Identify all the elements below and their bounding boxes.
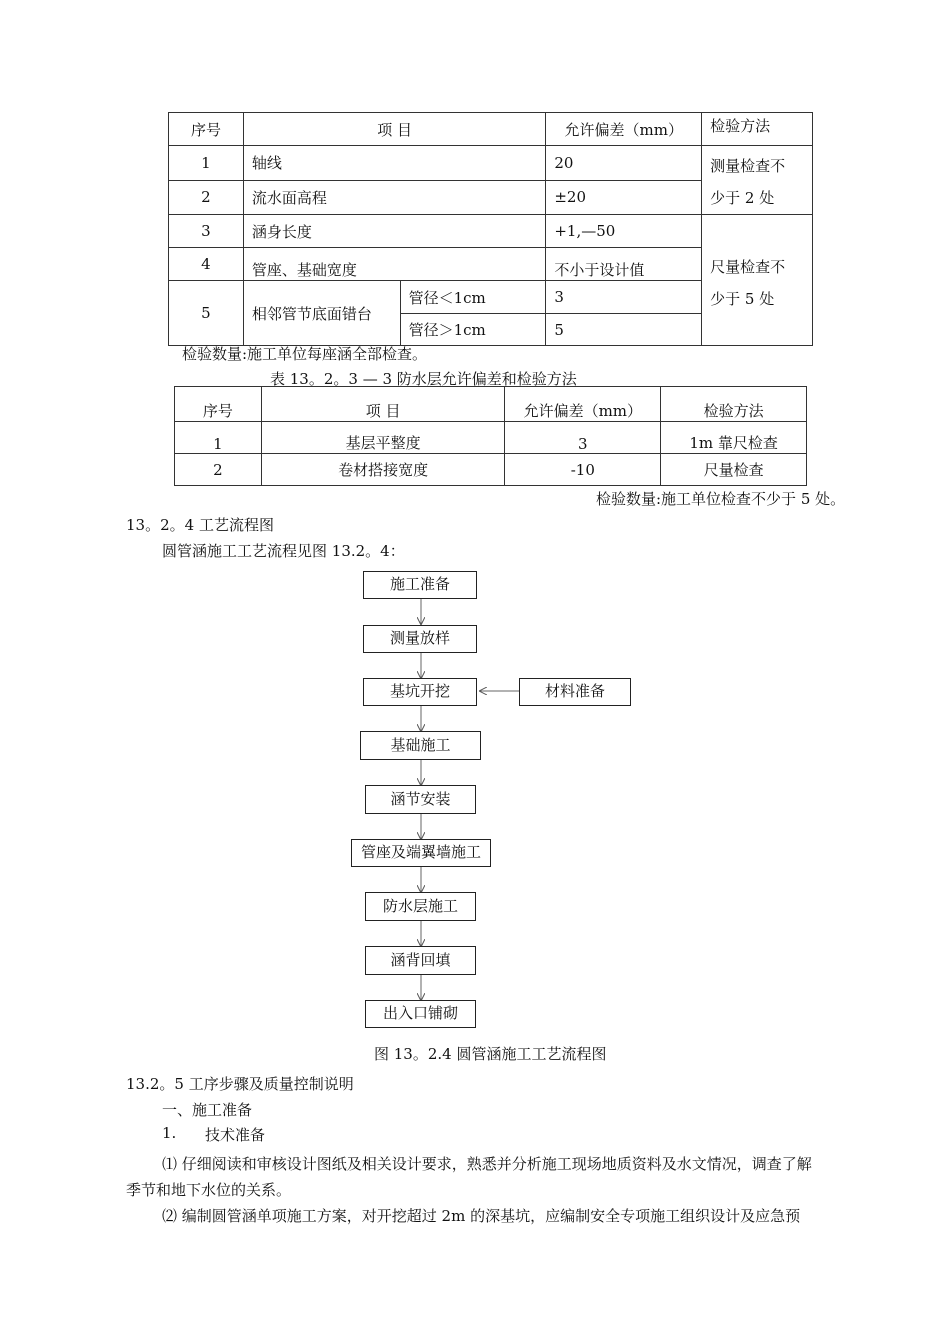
header-cell: 检验方法: [702, 113, 813, 146]
header-cell: 序号: [169, 113, 244, 146]
cell-subitem: 管径＜1cm: [400, 281, 546, 314]
cell-method: 尺量检查: [661, 454, 807, 486]
header-cell: 项 目: [261, 387, 505, 422]
header-cell: 允许偏差（mm）: [505, 387, 661, 422]
cell-no: 5: [169, 281, 244, 346]
cell-no: 3: [169, 215, 244, 248]
table2-caption: 表 13。2。3 — 3 防水层允许偏差和检验方法: [270, 370, 577, 388]
section-intro: 圆管涵施工工艺流程见图 13.2。4：: [162, 542, 405, 560]
header-cell: 序号: [175, 387, 262, 422]
flow-step-survey: 测量放样: [363, 625, 477, 653]
cell-item: 轴线: [243, 146, 545, 181]
cell-tol: -10: [505, 454, 661, 486]
header-cell: 项 目: [243, 113, 545, 146]
subsection-heading: 一、施工准备: [162, 1101, 253, 1119]
flow-step-prep: 施工准备: [363, 571, 477, 599]
cell-method: 1m 靠尺检查: [661, 422, 807, 454]
cell-item: 涵身长度: [243, 215, 545, 248]
cell-item: 管座、基础宽度: [243, 248, 545, 281]
cell-subitem: 管径＞1cm: [400, 314, 546, 346]
cell-item: 流水面高程: [243, 180, 545, 215]
flow-step-paving: 出入口铺砌: [365, 1000, 476, 1028]
cell-no: 2: [169, 180, 244, 215]
method-text: 尺量检查不: [710, 258, 786, 276]
method-text: 少于 5 处: [710, 290, 775, 308]
section-heading: 13。2。4 工艺流程图: [126, 516, 274, 534]
table1-note: 检验数量:施工单位每座涵全部检查。: [182, 345, 428, 363]
method-text: 测量检查不: [710, 157, 786, 175]
cell-tol: 3: [505, 422, 661, 454]
list-item-number: 1.: [162, 1124, 177, 1142]
cell-tol: 20: [546, 146, 702, 181]
cell-tol: +1,—50: [546, 215, 702, 248]
cell-no: 4: [169, 248, 244, 281]
flow-step-backfill: 涵背回填: [365, 946, 476, 975]
flow-step-segment-install: 涵节安装: [365, 785, 476, 814]
section-heading: 13.2。5 工序步骤及质量控制说明: [126, 1075, 354, 1093]
flow-step-pipe-seat: 管座及端翼墙施工: [351, 839, 491, 867]
cell-no: 1: [175, 422, 262, 454]
cell-tol: 3: [546, 281, 702, 314]
paragraph-line: ⑴ 仔细阅读和审核设计图纸及相关设计要求，熟悉并分析施工现场地质资料及水文情况，调查了解: [162, 1155, 812, 1173]
header-cell: 检验方法: [661, 387, 807, 422]
flow-step-foundation: 基础施工: [360, 731, 481, 760]
figure-caption: 图 13。2.4 圆管涵施工工艺流程图: [374, 1045, 607, 1063]
cell-no: 2: [175, 454, 262, 486]
flow-step-excavation: 基坑开挖: [363, 678, 477, 706]
cell-item: 基层平整度: [261, 422, 505, 454]
table2-note: 检验数量:施工单位检查不少于 5 处。: [596, 490, 846, 508]
header-cell: 允许偏差（mm）: [546, 113, 702, 146]
cell-item: 相邻管节底面错台: [243, 281, 400, 346]
flow-step-materials: 材料准备: [519, 678, 631, 706]
paragraph-line: ⑵ 编制圆管涵单项施工方案，对开挖超过 2m 的深基坑，应编制安全专项施工组织设计及应急预: [162, 1207, 801, 1225]
cell-tol: 5: [546, 314, 702, 346]
method-text: 少于 2 处: [710, 189, 775, 207]
cell-item: 卷材搭接宽度: [261, 454, 505, 486]
paragraph-line: 季节和地下水位的关系。: [126, 1181, 292, 1199]
list-item-label: 技术准备: [205, 1126, 266, 1144]
cell-tol: ±20: [546, 180, 702, 215]
cell-no: 1: [169, 146, 244, 181]
cell-tol: 不小于设计值: [546, 248, 702, 281]
flow-step-waterproof: 防水层施工: [365, 892, 476, 921]
